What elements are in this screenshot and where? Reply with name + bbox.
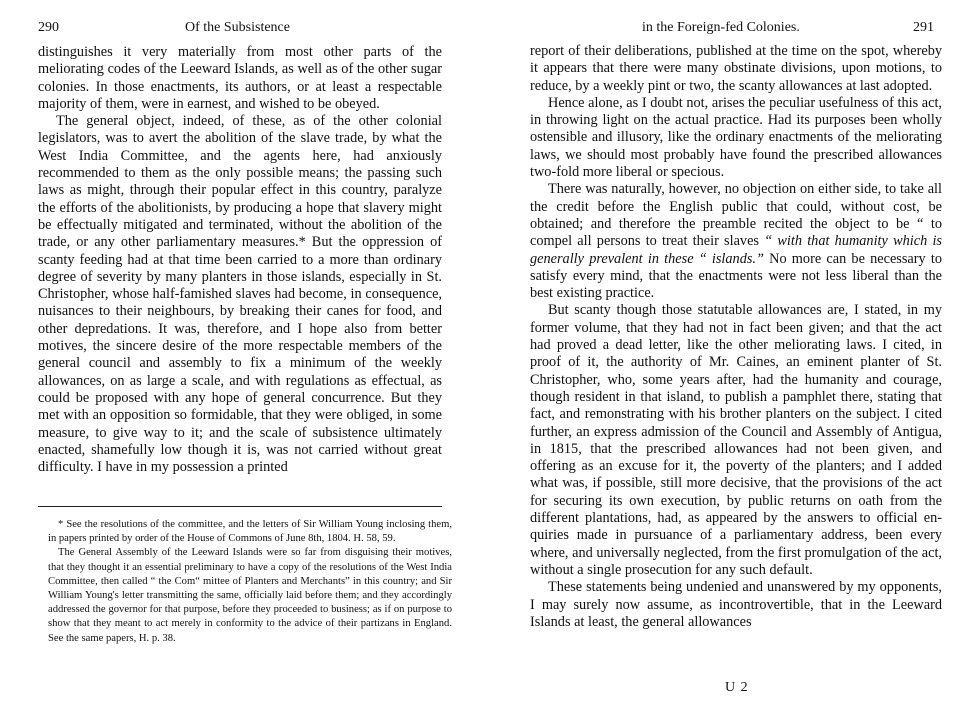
right-paragraph-1: report of their deliberations, published at the time on the spot, whereby it appears that there were many obstinate divisions, upon motions, to reduce, by a weekly pint or two, the scanty allowances at last adopted.: [530, 43, 942, 94]
signature-mark: U 2: [725, 680, 749, 695]
left-running-title: Of the Subsistence: [185, 20, 290, 35]
footnotes: [48, 518, 452, 646]
left-paragraph-1: distinguishes it very materially from most other parts of the meliorating codes of the Leeward Islands, as well as of the other sugar colonies. In those enactments, its authors, or at least a respectable majority of them, were in earnest, and wished to be obeyed.: [38, 44, 442, 112]
right-paragraph-5: These statements being undenied and unanswered by my opponents, I may surely now assume, as incontrovertible, that in the Leeward Islands at least, the general allowances: [530, 579, 942, 630]
left-page-number: 290: [38, 20, 59, 35]
footnote-rule: [38, 506, 442, 507]
right-body-text: [530, 43, 942, 631]
right-page-number: 291: [913, 20, 934, 35]
right-paragraph-4: But scanty though those statutable allowances are, I stated, in my former volume, that they had not in fact been given; and that the act had proved a dead letter, like the other meliorating laws. I cited, in proof of it, the authority of Mr. Caines, an eminent planter of St. Christopher, who, some years after, had the humanity and courage, though resident in that island, to publish a pamphlet there, stating that fact, and remonstrating with his brother planters on the subject. I cited further, an express admission of the Council and Assembly of Antigua, in 1815, that the prescribed allowances had not been given, and offering as an excuse for it, the poverty of the planters; and I added what was, if possible, still more decisive, that the provisions of the act for securing its own execution, by public returns on oath from the different plantations, had, as appeared by the answers to official enquiries made in pursuance of a parliamentary address, been every where, and universally neglected, from the first promulgation of the act, without a single prosecution for any such default.: [530, 302, 942, 578]
right-paragraph-2: Hence alone, as I doubt not, arises the peculiar usefulness of this act, in throwing light on the actual practice. Had its purposes been wholly ostensible and illusory, like the ordinary enactments of the meliorating laws, we should most probably have found the prescribed allowances two-fold more liberal or specious.: [530, 94, 942, 181]
left-body-text: [38, 44, 442, 476]
italic-quotation: “ with that humanity which is generally prevalent in these “ islands.”: [530, 233, 942, 267]
paragraph-3-start: There was naturally, however, no objection on either side, to take all the credit before the English public that could, without cost, be obtained; and therefore the preamble recited the object to be “ to compel all persons to treat their slaves: [530, 181, 942, 250]
right-paragraph-3: [530, 181, 942, 302]
right-page: [490, 0, 980, 716]
left-paragraph-2: The general object, indeed, of these, as of the other colonial legislators, was to avert the abolition of the slave trade, by what the West India Committee, and the agents here, had anxiously recommended to them as the only possible means; the passing such laws as might, through their popular effect in this country, paralyze the efforts of the abolitionists, by producing a hope that slavery might be effectually mitigated and terminated, without the abolition of the trade, or any other parliamentary measures.* But the oppression of scanty feeding had at that time been carried to a more than ordinary degree of severity by many planters in those islands, especially in St. Christopher, whose half-famished slaves had become, in consequence, nuisances to their neighbours, by breaking their canes for food, and other depredations. It was, therefore, and I hope also from better motives, the sincere desire of the more respectable members of the general council and assembly to fix a minimum of the weekly allowances, on as large a scale, and with regulations as effectual, as could be proposed with any hope of general concurrence. But they met with an opposition so formidable, that they were obliged, in some measure, to give way to it; and the scale of subsistence ultimately enacted, shamefully low though it is, was not carried without great difficulty. I have in my possession a printed: [38, 113, 442, 476]
right-running-title: in the Foreign-fed Colonies.: [642, 20, 800, 35]
footnote-1: * See the resolutions of the committee, and the letters of Sir William Young inclosing them, in papers printed by order of the House of Commons of June 8th, 1804. H. 58, 59.: [48, 519, 452, 545]
footnote-2: The General Assembly of the Leeward Islands were so far from disguising their motives, that they thought it an essential preliminary to have a copy of the resolutions of the West India Committee, then called “ the Com“ mittee of Planters and Merchants” in this country; and Sir William Young's letter transmitting the same, officially laid before them; and they accordingly addressed the governor for that purpose, before they proceeded to business; as if on purpose to show that they meant to act merely in conformity to the advice of their partizans in England. See the same papers, H. p. 38.: [48, 547, 452, 644]
paragraph-3-end: No more can be necessary to satisfy every mind, that the enactments were not less liberal than the best existing practice.: [530, 250, 942, 302]
